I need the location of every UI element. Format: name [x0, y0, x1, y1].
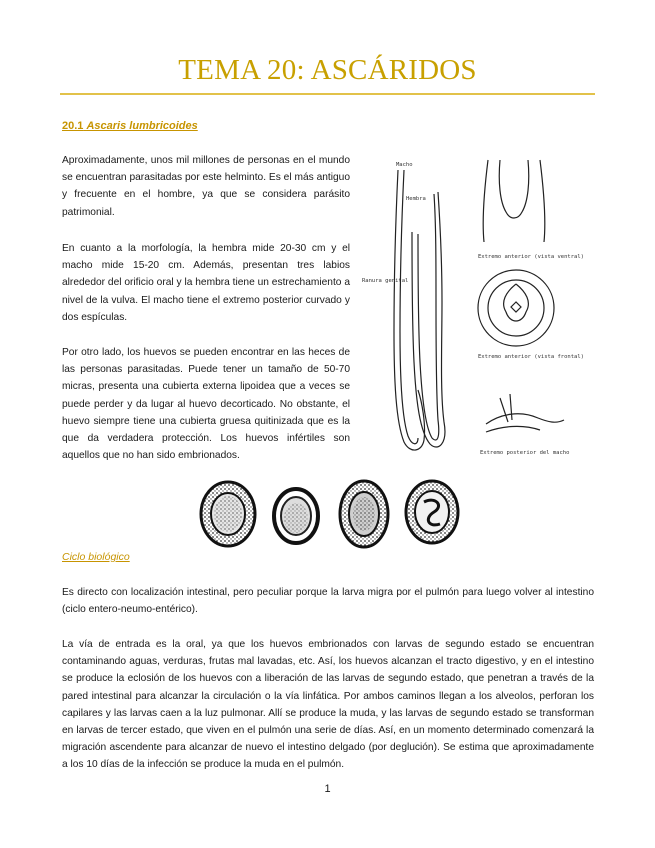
label-posterior-male: Extremo posterior del macho [480, 450, 570, 456]
label-anterior-ventral: Extremo anterior (vista ventral) [478, 254, 584, 260]
anterior-frontal-view [478, 270, 554, 346]
label-vulva: Ranura genital [362, 278, 409, 284]
female-worm [412, 192, 445, 447]
paragraph-cycle-detail: La vía de entrada es la oral, ya que los huevos embrionados con larvas de segundo estado se encuentran contaminando aguas, verduras, frutas mal lavadas, etc. Así, los huevos alcanzan el tracto digestivo, y en el intestino se produce la eclosión de los huevos con a liberación de las larvas de segundo estado, que penetran a través de la pared intestinal para alcanzar la circulación o la vía linfática. Por ambos caminos llegan a los alveolos, perforan los capilares y las larvas caen a la luz pulmonar. Allí se produce la muda, y las larvas de segundo estado se transforman en larvas de tercer estado, que viven en el pulmón una serie de días. Así, en un momento determinado comenzará la migración ascendente para alcanzar de nuevo el intestino delgado (por deglución). Se estima que aproximadamente a los 10 días de la infección se produce la muda en el pulmón. [62, 639, 594, 771]
paragraph-morphology: En cuanto a la morfología, la hembra mide 20-30 cm y el macho mide 15-20 cm. Además, presentan tres labios alrededor del orificio oral y la hembra tiene un estrechamiento a nivel de la vulva. El macho tiene el extremo posterior curvado y dos espículas. [62, 243, 350, 323]
title-underline [60, 93, 595, 95]
label-male: Macho [396, 162, 413, 168]
section-heading [62, 120, 198, 132]
label-anterior-frontal: Extremo anterior (vista frontal) [478, 354, 584, 360]
egg-fertile-corticated [201, 482, 255, 546]
egg-figures [196, 476, 468, 552]
section-name: Ascaris lumbricoides [86, 120, 198, 132]
anterior-ventral-view [483, 160, 545, 242]
cycle-heading: Ciclo biológico [62, 551, 130, 563]
page-number: 1 [324, 783, 331, 795]
section-number: 20.1 [62, 120, 84, 132]
paragraph-eggs: Por otro lado, los huevos se pueden encontrar en las heces de las personas parasitadas. Puede tener un tamaño de 50-70 micras, presenta una cubierta externa lipoidea que a veces se puede perder y da lugar al huevo decorticado. No obstante, el huevo siempre tiene una cubierta gruesa quitinizada que es la que da verdadera protección. Los huevos infértiles son aquellos que no han sido embrionados. [62, 347, 350, 462]
label-female: Hembra [406, 196, 426, 202]
ascaris-morphology-figure [360, 152, 600, 470]
page-title: TEMA 20: ASCÁRIDOS [178, 54, 477, 86]
male-worm [394, 170, 425, 450]
egg-decorticated [274, 489, 318, 543]
posterior-male-view [486, 394, 564, 424]
egg-infertile [340, 481, 388, 547]
paragraph-intro: Aproximadamente, unos mil millones de personas en el mundo se encuentran parasitadas por este helminto. Es el más antiguo y frecuente en el hombre, ya que se considera parásito patrimonial. [62, 155, 350, 218]
egg-embryonated [406, 481, 458, 543]
paragraph-cycle-intro: Es directo con localización intestinal, pero peculiar porque la larva migra por el pulmón para luego volver al intestino (ciclo entero-neumo-entérico). [62, 587, 594, 616]
